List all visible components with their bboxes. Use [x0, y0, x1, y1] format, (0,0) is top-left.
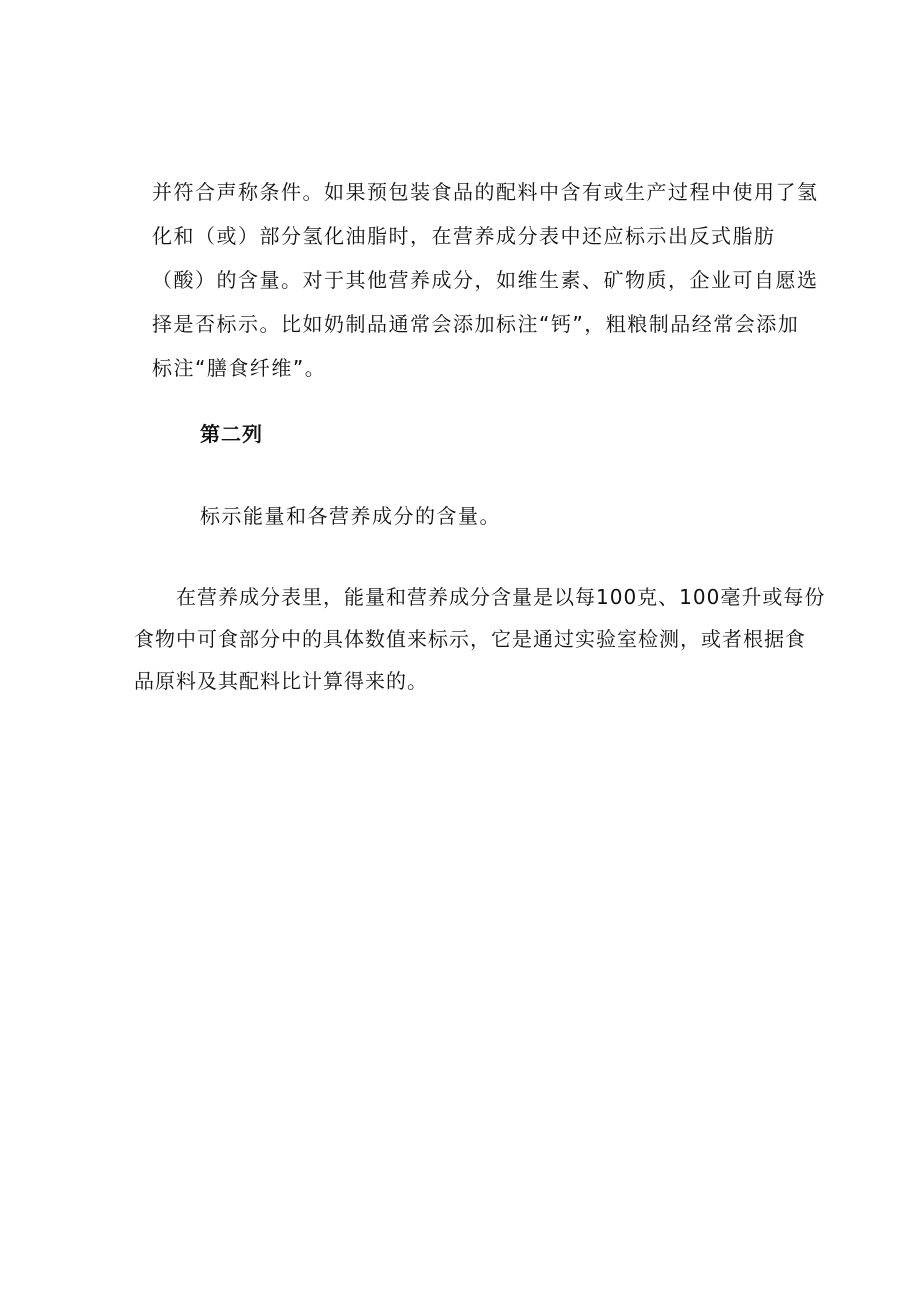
section-subtitle: 标示能量和各营养成分的含量。 [200, 504, 501, 528]
paragraph-line: 并符合声称条件。如果预包装食品的配料中含有或生产过程中使用了氢 [152, 180, 819, 204]
section-heading: 第二列 [200, 422, 263, 446]
paragraph-line: （酸）的含量。对于其他营养成分，如维生素、矿物质，企业可自愿选 [152, 268, 819, 292]
paragraph-energy-content [134, 576, 826, 702]
paragraph-line: 食物中可食部分中的具体数值来标示，它是通过实验室检测，或者根据食 [134, 627, 806, 651]
paragraph-nutrition-claims [152, 170, 819, 390]
paragraph-line: 在营养成分表里，能量和营养成分含量是以每100克、100毫升或每份 [176, 585, 826, 609]
paragraph-line: 标注“膳食纤维”。 [152, 356, 327, 380]
paragraph-line: 化和（或）部分氢化油脂时，在营养成分表中还应标示出反式脂肪 [152, 224, 776, 248]
paragraph-line: 择是否标示。比如奶制品通常会添加标注“钙”，粗粮制品经常会添加 [152, 312, 800, 336]
paragraph-line: 品原料及其配料比计算得来的。 [134, 669, 428, 693]
